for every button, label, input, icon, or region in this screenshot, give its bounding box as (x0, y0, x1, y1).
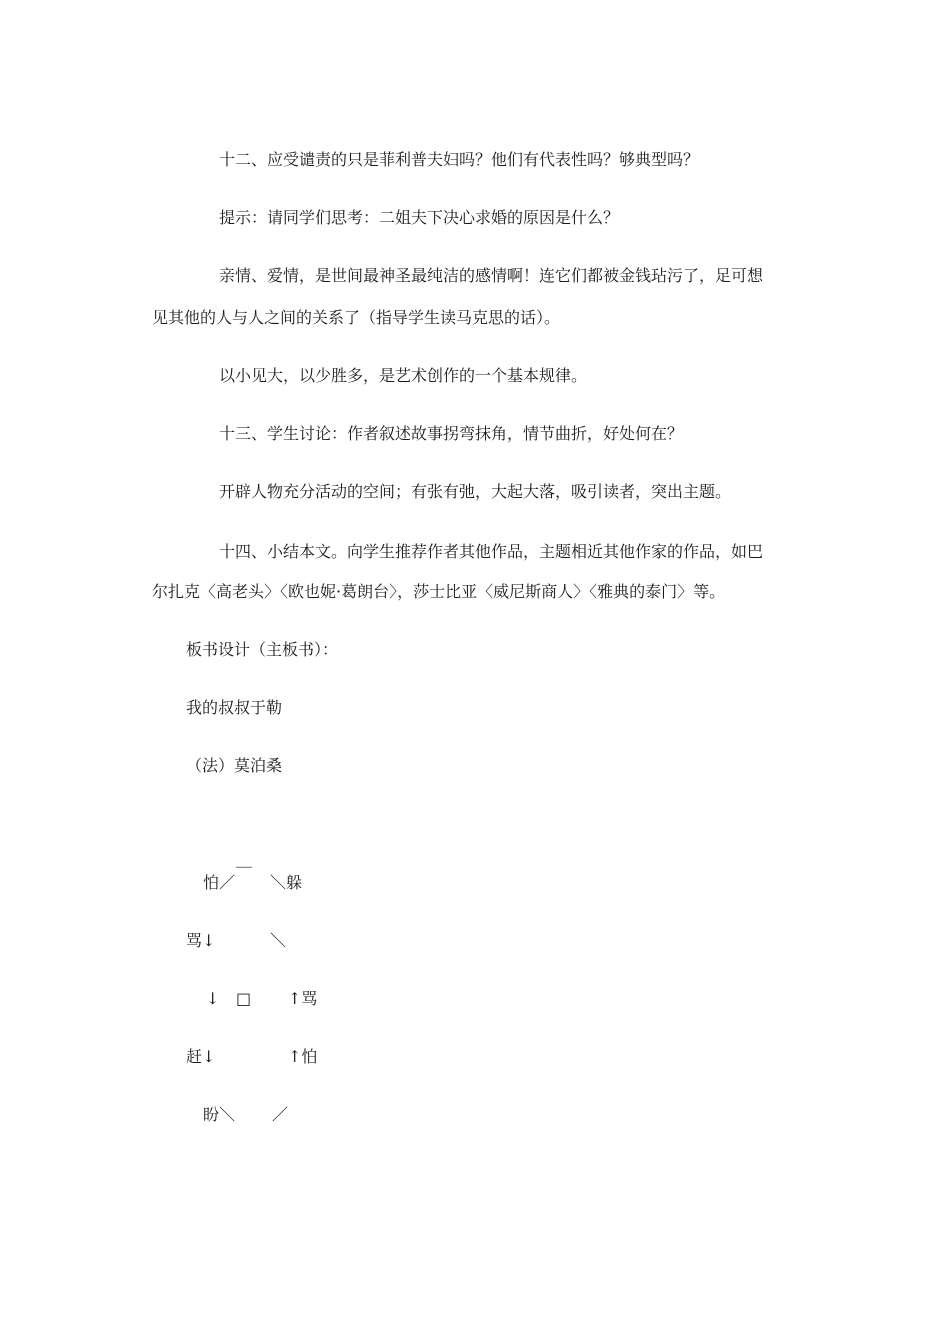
paragraph-summary-line2: 尔扎克〈高老头〉〈欧也妮·葛朗台〉，莎士比亚〈威尼斯商人〉〈雅典的泰门〉等。 (152, 582, 726, 601)
diagram-chase-left: 赶↓ (186, 1047, 216, 1066)
diagram-hope-left: 盼＼ (203, 1105, 236, 1124)
diagram-fear-left: 怕／ (203, 873, 236, 892)
board-title: 我的叔叔于勒 (186, 698, 283, 717)
paragraph-affection-line2: 见其他的人与人之间的关系了（指导学生读马克思的话）。 (152, 308, 561, 327)
paragraph-answer-13: 开辟人物充分活动的空间；有张有弛，大起大落，吸引读者，突出主题。 (219, 482, 732, 501)
diagram-center-box: □ (236, 989, 252, 1008)
board-author: （法）莫泊桑 (186, 756, 283, 775)
diagram-hide-right: ＼躲 (270, 873, 303, 892)
paragraph-question-12: 十二、应受谴责的只是菲利普夫妇吗？他们有代表性吗？够典型吗？ (219, 150, 700, 169)
diagram-fear-right: ↑怕 (288, 1047, 318, 1066)
diagram-slash-right: ＼ (270, 931, 287, 950)
paragraph-art-principle: 以小见大，以少胜多，是艺术创作的一个基本规律。 (219, 366, 588, 385)
diagram-slash-bottom: ／ (272, 1105, 289, 1124)
paragraph-affection-line1: 亲情、爱情，是世间最神圣最纯洁的感情啊！连它们都被金钱玷污了，足可想 (219, 266, 764, 285)
diagram-scold-left: 骂↓ (186, 931, 216, 950)
paragraph-summary-line1: 十四、小结本文。向学生推荐作者其他作品，主题相近其他作家的作品，如巴 (219, 542, 764, 561)
diagram-arrow-down: ↓ (206, 989, 220, 1008)
diagram-scold-right: ↑骂 (288, 989, 318, 1008)
paragraph-question-13: 十三、学生讨论：作者叙述故事拐弯抹角，情节曲折，好处何在？ (219, 424, 684, 443)
diagram-top-bar: ￣ (236, 866, 253, 885)
board-heading: 板书设计（主板书）： (186, 640, 339, 659)
paragraph-hint: 提示：请同学们思考：二姐夫下决心求婚的原因是什么？ (219, 208, 620, 227)
